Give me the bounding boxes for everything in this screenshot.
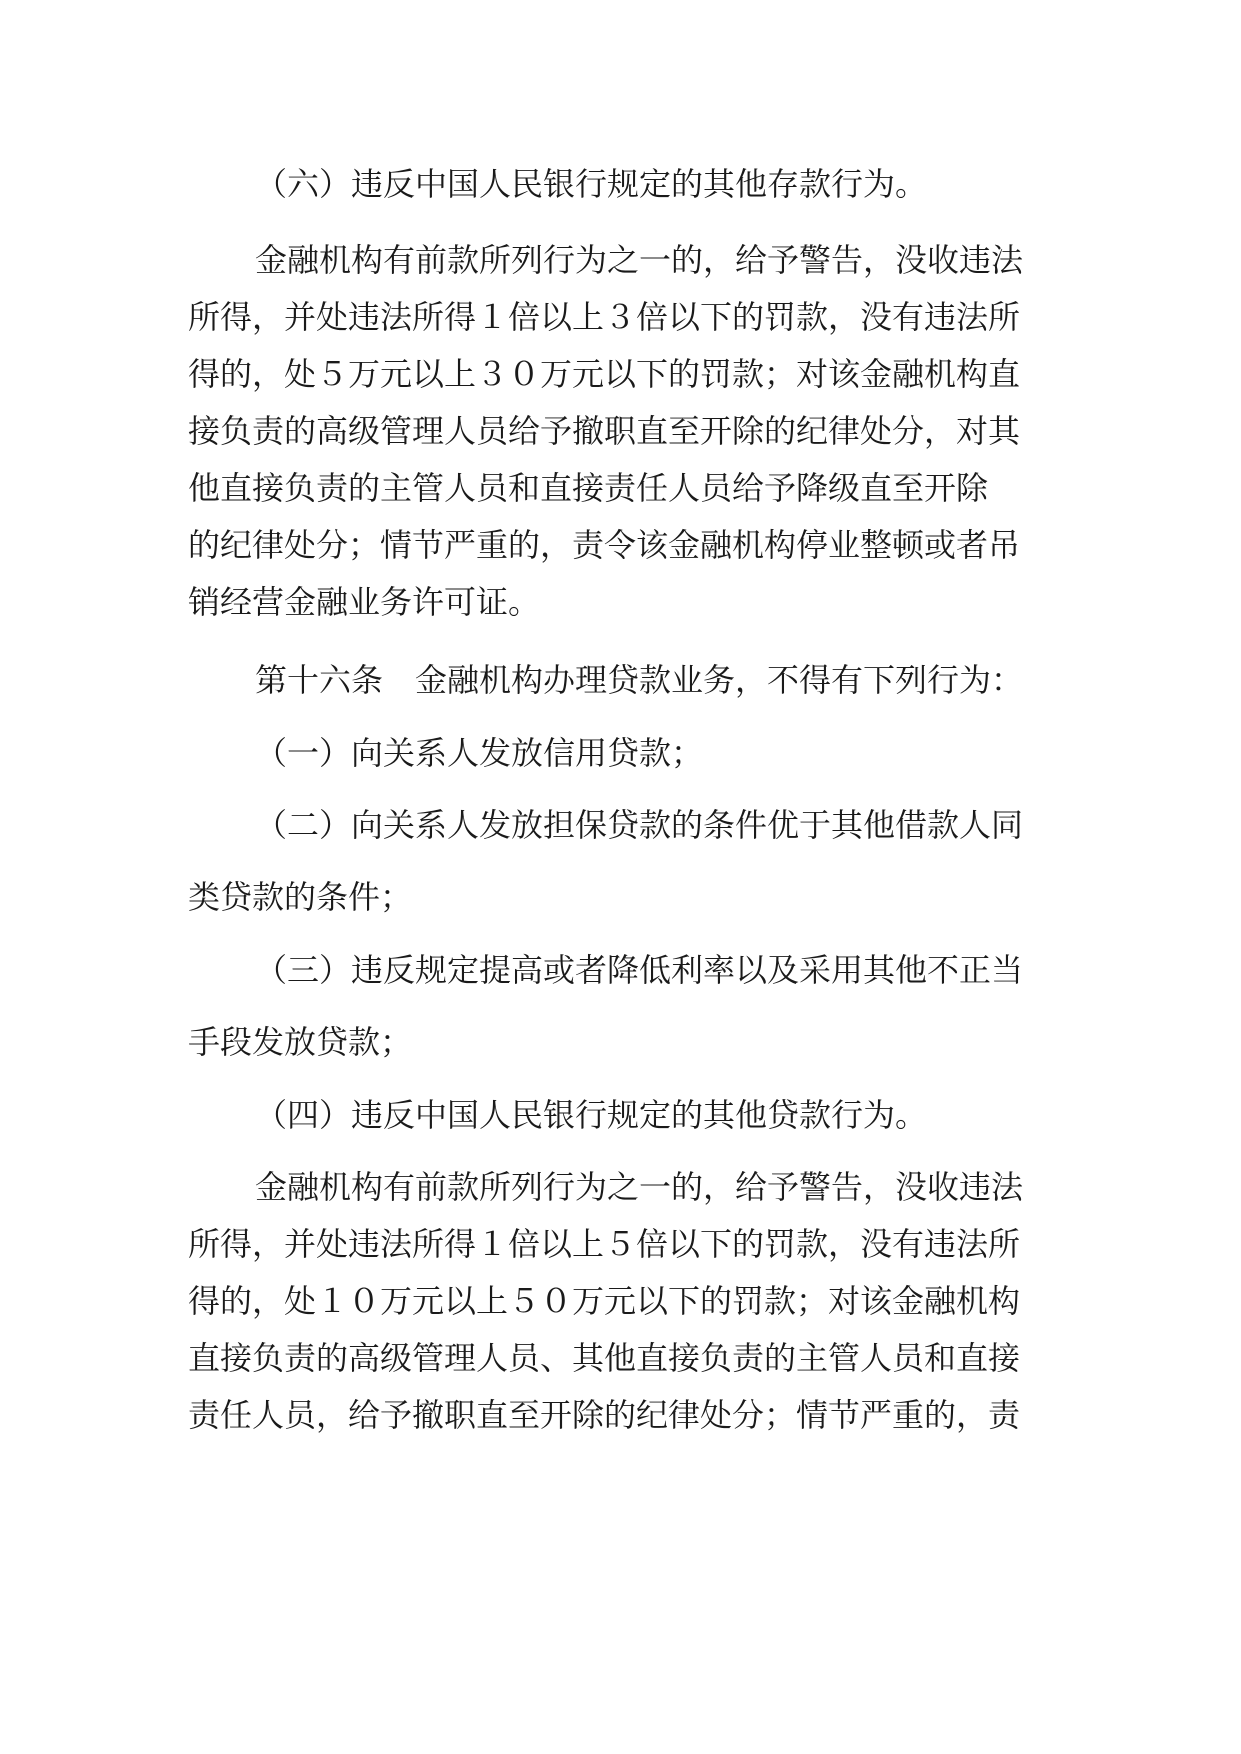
text-line: 所得，并处违法所得１倍以上５倍以下的罚款，没有违法所: [188, 1225, 1021, 1263]
text-line: 第十六条 金融机构办理贷款业务，不得有下列行为：: [255, 661, 1024, 699]
text-line: 得的，处１０万元以上５０万元以下的罚款；对该金融机构: [188, 1282, 1021, 1320]
text-line: （三）违反规定提高或者降低利率以及采用其他不正当: [255, 951, 1024, 989]
text-line: （一）向关系人发放信用贷款；: [255, 734, 704, 772]
text-line: 他直接负责的主管人员和直接责任人员给予降级直至开除: [188, 469, 989, 507]
text-line: 的纪律处分；情节严重的，责令该金融机构停业整顿或者吊: [188, 526, 1021, 564]
text-line: 所得，并处违法所得１倍以上３倍以下的罚款，没有违法所: [188, 298, 1021, 336]
text-line: 得的，处５万元以上３０万元以下的罚款；对该金融机构直: [188, 355, 1021, 393]
text-line: 金融机构有前款所列行为之一的，给予警告，没收违法: [255, 1168, 1024, 1206]
text-line: 销经营金融业务许可证。: [188, 583, 541, 621]
text-line: （六）违反中国人民银行规定的其他存款行为。: [255, 165, 928, 203]
text-line: 直接负责的高级管理人员、其他直接负责的主管人员和直接: [188, 1339, 1021, 1377]
text-line: （四）违反中国人民银行规定的其他贷款行为。: [255, 1096, 928, 1134]
text-line: 责任人员，给予撤职直至开除的纪律处分；情节严重的，责: [188, 1396, 1021, 1434]
text-line: 类贷款的条件；: [188, 878, 413, 916]
text-line: 接负责的高级管理人员给予撤职直至开除的纪律处分，对其: [188, 412, 1021, 450]
text-line: （二）向关系人发放担保贷款的条件优于其他借款人同: [255, 806, 1024, 844]
text-line: 金融机构有前款所列行为之一的，给予警告，没收违法: [255, 241, 1024, 279]
text-line: 手段发放贷款；: [188, 1023, 413, 1061]
